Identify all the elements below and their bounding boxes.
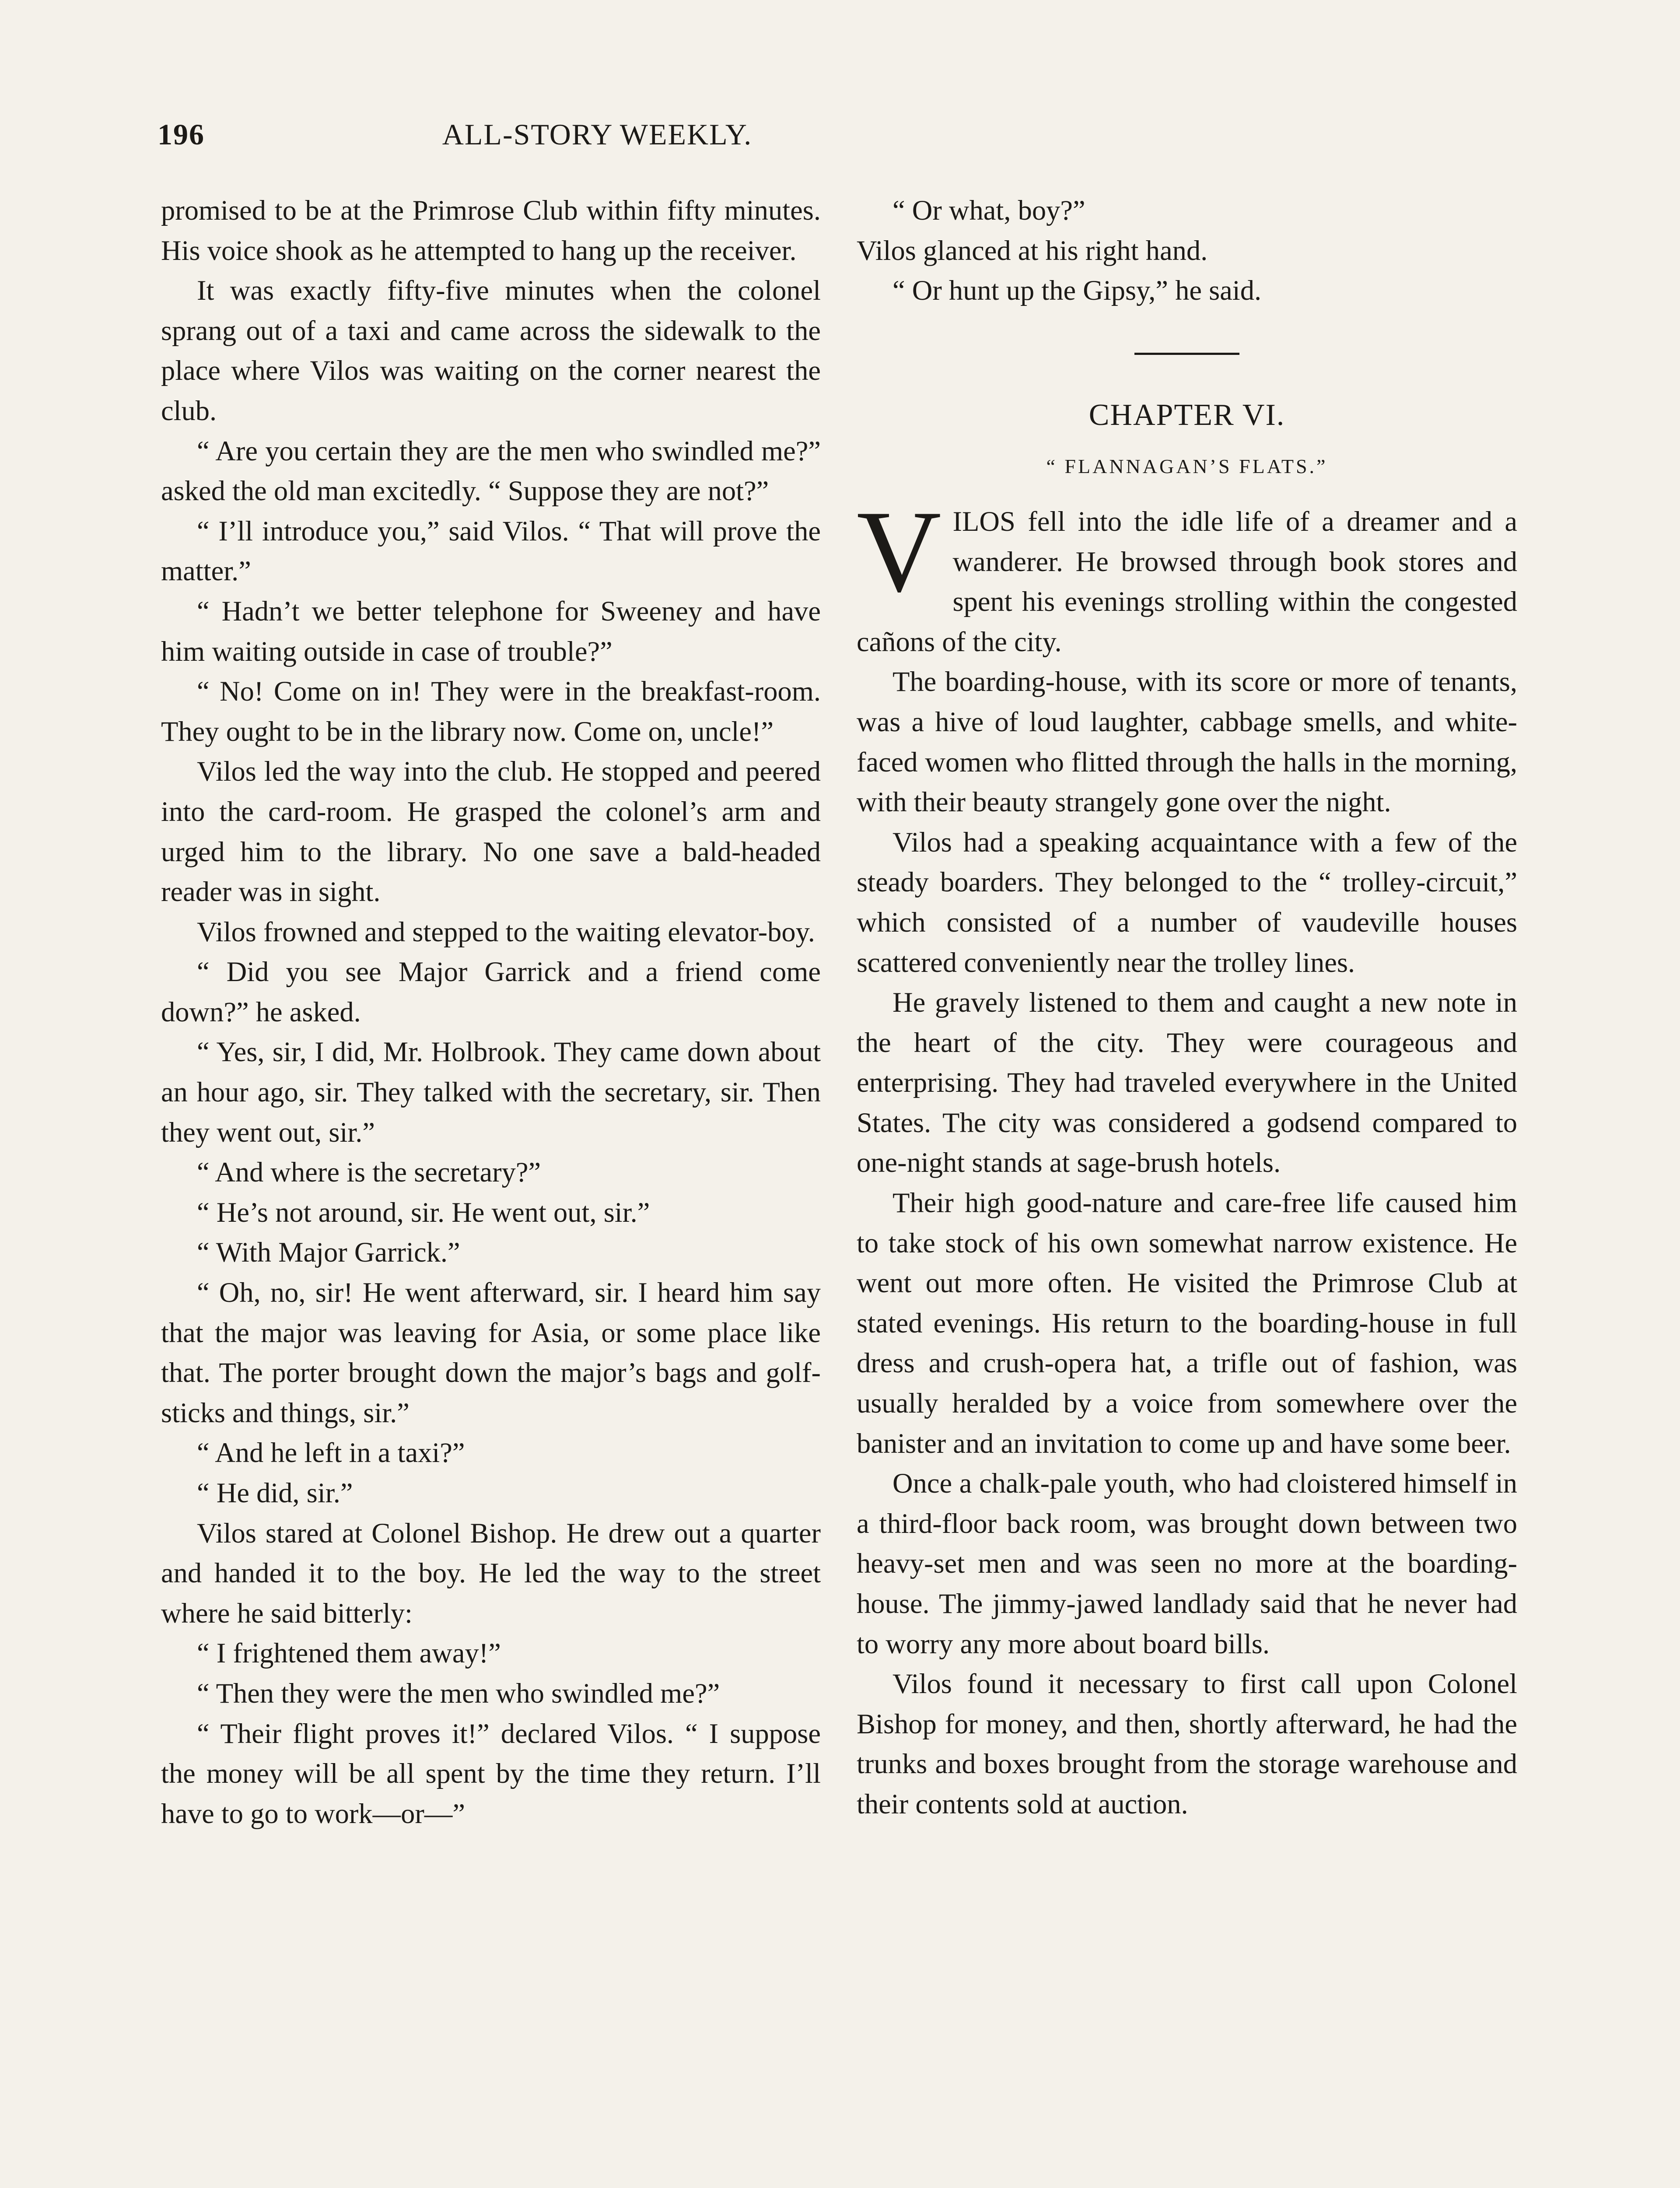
paragraph: Vilos stared at Colonel Bishop. He drew out a quarter and handed it to the boy. He led the way to the street where he said bitterly: <box>161 1517 821 1629</box>
paragraph: “ Oh, no, sir! He went afterward, sir. I heard him say that the major was leaving for Asia, or some place like that. The porter brought down the major’s bags and golf-sticks and things, sir.” <box>161 1277 821 1428</box>
paragraph: “ I frightened them away!” <box>197 1637 501 1669</box>
paragraph: Once a chalk-pale youth, who had cloistered himself in a third-floor back room, was brought down between two heavy-set men and was seen no more at the boarding-house. The jimmy-jawed landlady said that he never had to worry any more about board bills. <box>857 1468 1517 1659</box>
paragraph: “ He’s not around, sir. He went out, sir.” <box>197 1196 650 1228</box>
paragraph: “ Hadn’t we better telephone for Sweeney and have him waiting outside in case of trouble?” <box>161 595 821 667</box>
left-column <box>161 190 821 1834</box>
page-number: 196 <box>158 118 205 151</box>
paragraph: “ With Major Garrick.” <box>197 1237 460 1268</box>
right-column <box>857 190 1517 1824</box>
paragraph: “ Did you see Major Garrick and a friend come down?” he asked. <box>161 956 821 1027</box>
paragraph: Vilos led the way into the club. He stopped and peered into the card-room. He grasped the colonel’s arm and urged him to the library. No one save a bald-headed reader was in sight. <box>161 756 821 908</box>
paragraph: Vilos frowned and stepped to the waiting elevator-boy. <box>197 916 815 947</box>
chapter-title: CHAPTER VI. <box>1088 398 1285 432</box>
paragraph: Their high good-nature and care-free life caused him to take stock of his own somewhat narrow existence. He went out more often. He visited the Primrose Club at stated evenings. His return to the boarding-house in full dress and crush-opera hat, a trifle out of fashion, was usually heralded by a voice from somewhere over the banister and an invitation to come up and have some beer. <box>857 1187 1517 1459</box>
paragraph: promised to be at the Primrose Club within fifty minutes. His voice shook as he attempted to hang up the receiver. <box>161 195 821 266</box>
paragraph: “ Are you certain they are the men who swindled me?” asked the old man excitedly. “ Suppose they are not?” <box>161 435 821 507</box>
paragraph: He gravely listened to them and caught a new note in the heart of the city. They were courageous and enterprising. They had traveled everywhere in the United States. The city was considered a godsend compared to one-night stands at sage-brush hotels. <box>857 987 1517 1178</box>
paragraph: “ Yes, sir, I did, Mr. Holbrook. They came down about an hour ago, sir. They talked with the secretary, sir. Then they went out, sir.” <box>161 1036 821 1148</box>
paragraph: “ No! Come on in! They were in the breakfast-room. They ought to be in the library now. Come on, uncle!” <box>161 676 821 747</box>
paragraph: “ Then they were the men who swindled me?” <box>197 1677 720 1709</box>
paragraph: “ I’ll introduce you,” said Vilos. “ That will prove the matter.” <box>161 515 821 587</box>
paragraph: “ And where is the secretary?” <box>197 1157 541 1188</box>
opening-text: ILOS fell into the idle life of a dreamer and a wanderer. He browsed through book stores and spent his evenings strolling within the congested cañons of the city. <box>857 505 1517 657</box>
paragraph: Vilos had a speaking acquaintance with a few of the steady boarders. They belonged to the “ trolley-circuit,” which consisted of a number of vaudeville houses scattered conveniently near the trolley lines. <box>857 826 1517 978</box>
paragraph: “ He did, sir.” <box>197 1477 353 1508</box>
drop-cap: V <box>857 486 942 616</box>
paragraph: “ And he left in a taxi?” <box>197 1437 465 1469</box>
paragraph: “ Or what, boy?” <box>892 195 1085 226</box>
paragraph: Vilos glanced at his right hand. <box>857 235 1208 266</box>
paragraph: It was exactly fifty-five minutes when the colonel sprang out of a taxi and came across the sidewalk to the place where Vilos was waiting on the corner nearest the club. <box>161 275 821 426</box>
paragraph: “ Or hunt up the Gipsy,” he said. <box>892 275 1262 306</box>
paragraph: “ Their flight proves it!” declared Vilos. “ I suppose the money will be all spent by the time they return. I’ll have to go to work—or—” <box>161 1718 821 1829</box>
page-header <box>158 117 1037 165</box>
section-divider <box>1134 353 1239 355</box>
running-head: ALL-STORY WEEKLY. <box>442 118 752 151</box>
chapter-opening-paragraph <box>857 486 1517 662</box>
paragraph: Vilos found it necessary to first call upon Colonel Bishop for money, and then, shortly afterward, he had the trunks and boxes brought from the storage warehouse and their contents sold at auction. <box>857 1668 1517 1820</box>
paragraph: The boarding-house, with its score or more of tenants, was a hive of loud laughter, cabbage smells, and white-faced women who flitted through the halls in the morning, with their beauty strangely gone over the night. <box>857 666 1517 818</box>
chapter-subtitle: “ FLANNAGAN’S FLATS.” <box>1046 455 1328 478</box>
